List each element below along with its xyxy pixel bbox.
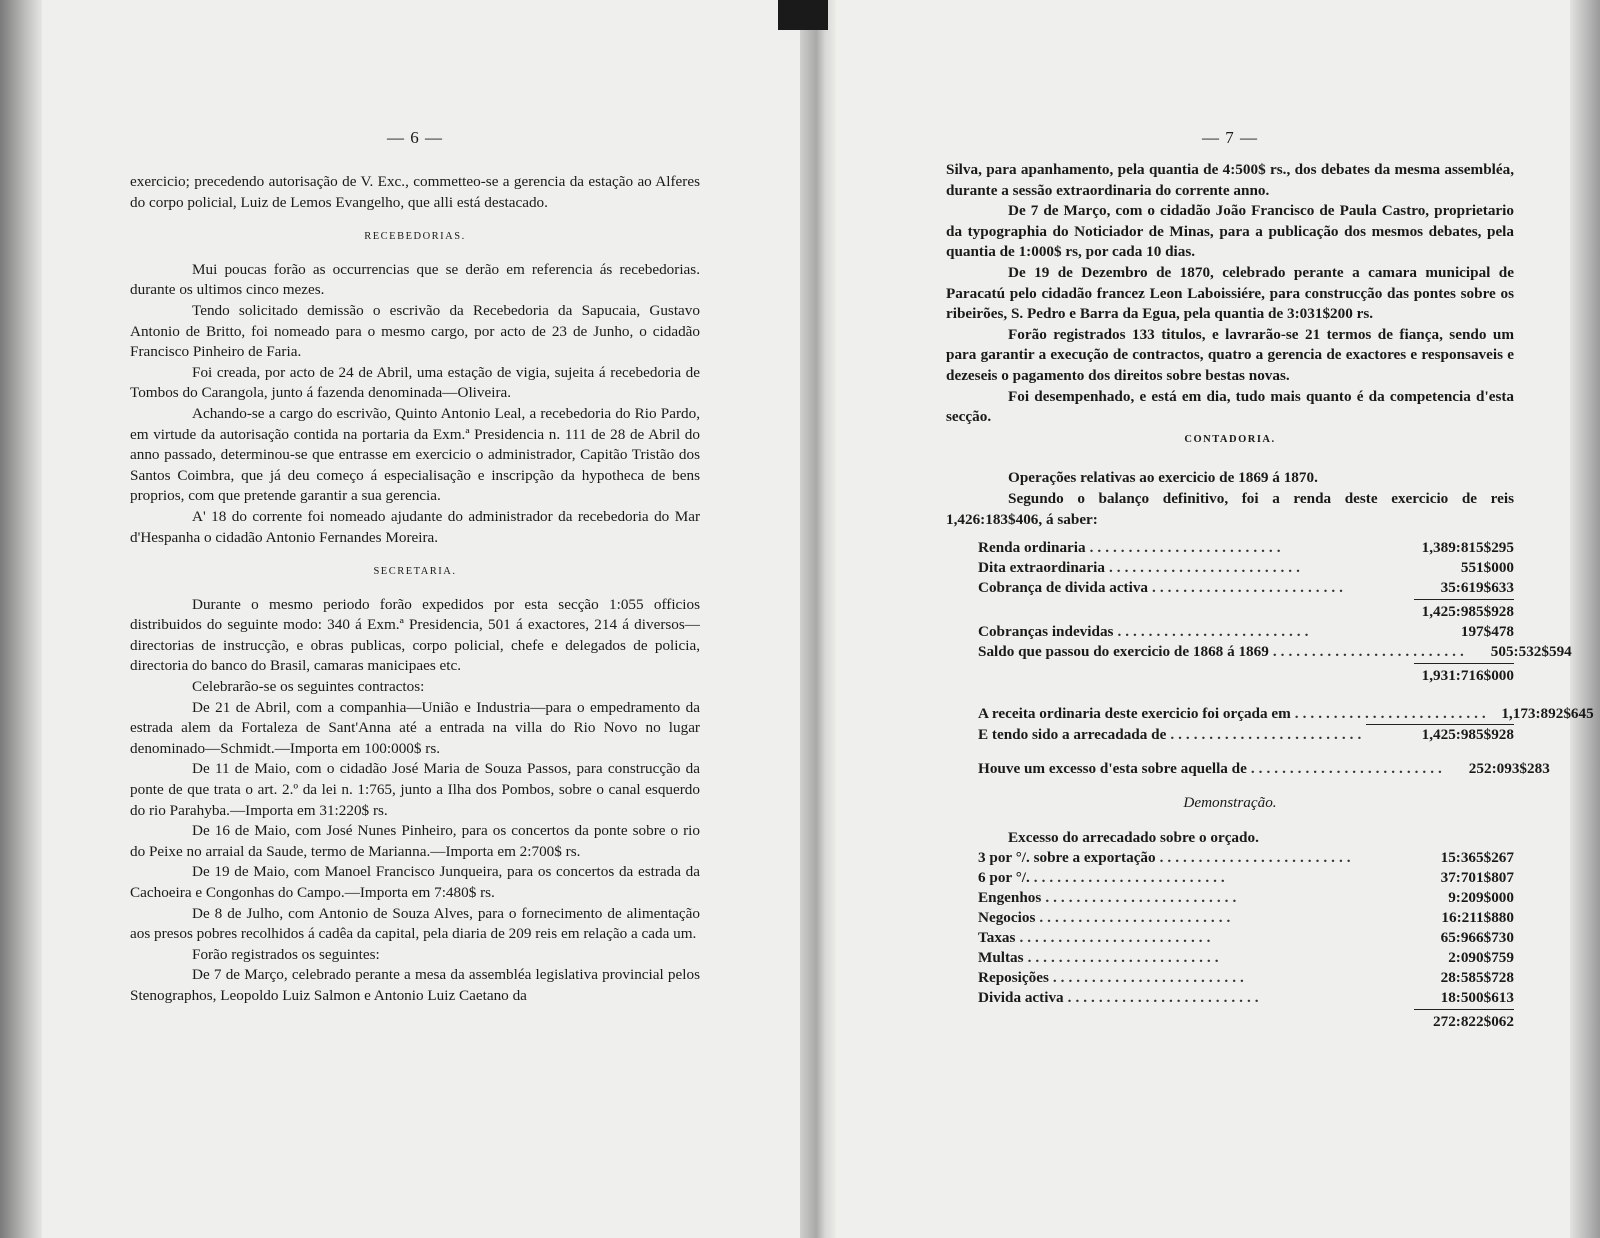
table-orcado (946, 704, 1594, 779)
paragraph: De 7 de Março, com o cidadão João Francisco de Paula Castro, proprietario da typographia do Noticiador de Minas, para a publicação dos mesmos debates, pela quantia de 1:000$ rs, por cada 10 dias. (946, 202, 1514, 261)
paragraph: De 7 de Março, celebrado perante a mesa da assembléa legislativa provincial pelos Stenographos, Leopoldo Luiz Salmon e Antonio Luiz Caetano da (130, 966, 700, 1004)
right-page (946, 0, 1594, 1238)
table-row: Renda ordinaria ......................... 1,389:815$295 (978, 539, 1514, 557)
table-row: Houve um excesso d'esta sobre aquella de ......................... 252:093$283 (978, 760, 1550, 778)
paragraph: De 11 de Maio, com o cidadão José Maria de Souza Passos, para construcção da ponte de que trata o art. 2.º da lei n. 1:765, junto a Ilha dos Pombos, sobre o canal esquerdo do rio Parahyba.—Importa em 31:220$ rs. (130, 760, 700, 819)
table-row: Cobranças indevidas ......................... 197$478 (978, 623, 1514, 641)
paragraph: Durante o mesmo periodo forão expedidos por esta secção 1:055 officios distribuidos do seguinte modo: 340 á Exm.ª Presidencia, 501 á exactores, 214 á diversos—directorias de instrucção, e obras publicas, corpo policial, chefe e delegados de policia, directoria do banco do Brasil, camaras manicipaes etc. (130, 595, 700, 675)
scan-right-edge (1570, 0, 1600, 1238)
table-row: Engenhos ......................... 9:209$000 (978, 889, 1514, 907)
table-row: 3 por °/. sobre a exportação ......................... 15:365$267 (978, 849, 1514, 867)
page-number: — 6 — (387, 128, 443, 147)
table-row: E tendo sido a arrecadada de ......................... 1,425:985$928 (978, 726, 1514, 744)
book-gutter (800, 0, 836, 1238)
demonstration-subtitle: Excesso do arrecadado sobre o orçado. (1008, 828, 1259, 846)
table-row: Negocios ......................... 16:211$880 (978, 909, 1514, 927)
section-heading-recebedorias: RECEBEDORIAS. (364, 231, 466, 243)
paragraph: De 8 de Julho, com Antonio de Souza Alves, para o fornecimento de alimentação aos presos pobres recolhidos á cadêa da capital, pela diaria de 209 reis em relação a cada um. (130, 904, 700, 943)
total: 272:822$062 (946, 1008, 1514, 1032)
paragraph: Foi desempenhado, e está em dia, tudo mais quanto é da competencia d'esta secção. (946, 387, 1514, 426)
paragraph: Foi creada, por acto de 24 de Abril, uma estação de vigia, sujeita á recebedoria de Tombos do Carangola, junto á fazenda denominada—Oliveira. (130, 363, 700, 402)
table-renda (946, 538, 1572, 686)
section-heading-secretaria: SECRETARIA. (373, 566, 457, 578)
page-number: — 7 — (1202, 128, 1258, 147)
table-row: A receita ordinaria deste exercicio foi orçada em ......................... 1,173:892$645 (978, 705, 1594, 723)
paragraph: De 16 de Maio, com José Nunes Pinheiro, para os concertos da ponte sobre o rio do Peixe no arraial da Saude, termo de Marianna.—Importa em 2:700$ rs. (130, 822, 700, 860)
paragraph: Silva, para apanhamento, pela quantia de 4:500$ rs., dos debates da mesma assembléa, durante a sessão extraordinaria do corrente anno. (946, 161, 1514, 199)
paragraph: Segundo o balanço definitivo, foi a renda deste exercicio de reis 1,426:183$406, á saber: (946, 489, 1514, 528)
paragraph: De 19 de Maio, com Manoel Francisco Junqueira, para os concertos da estrada da Cachoeira e Congonhas do Campo.—Importa em 7:480$ rs. (130, 863, 700, 901)
table-row: 6 por °/. ......................... 37:701$807 (978, 869, 1514, 887)
paragraph: Forão registrados 133 titulos, e lavrarão-se 21 termos de fiança, sendo um para garantir a execução de contractos, quatro a gerencia de exactores e responsaveis e dezeseis o pagamento dos direitos sobre bestas novas. (946, 325, 1514, 384)
section-heading-contadoria: CONTADORIA. (1184, 433, 1276, 445)
binding-clip (778, 0, 828, 30)
table-row: Saldo que passou do exercicio de 1868 á 1869 ......................... 505:532$594 (978, 643, 1572, 661)
paragraph: Achando-se a cargo do escrivão, Quinto Antonio Leal, a recebedoria do Rio Pardo, em virtude da autorisação contida na portaria da Exm.ª Presidencia n. 111 de 28 de Abril do anno passado, determinou-se que entrasse em exercicio o administrador, Capitão Tristão dos Santos Coimbra, que já deu começo á especialisação e inscripção da hypotheca de bens proprios, com que pretende garantir a sua gerencia. (130, 404, 700, 505)
paragraph: De 21 de Abril, com a companhia—União e Industria—para o empedramento da estrada alem da Fortaleza de Sant'Anna até a entrada na villa do Rio Novo no lugar denominado—Schmidt.—Importa em 100:000$ rs. (130, 698, 700, 757)
scan-left-edge (0, 0, 42, 1238)
paragraph: Tendo solicitado demissão o escrivão da Recebedoria da Sapucaia, Gustavo Antonio de Britto, foi nomeado para o mesmo cargo, por acto de 23 de Junho, o cidadão Francisco Pinheiro de Faria. (130, 301, 700, 361)
demonstration-title: Demonstração. (1183, 794, 1277, 812)
left-page (130, 0, 700, 1238)
table-row: Multas ......................... 2:090$759 (978, 949, 1514, 967)
paragraph: Forão registrados os seguintes: (192, 945, 380, 963)
total: 1,931:716$000 (946, 662, 1514, 686)
subtotal: 1,425:985$928 (946, 598, 1514, 622)
paragraph: De 19 de Dezembro de 1870, celebrado perante a camara municipal de Paracatú pelo cidadão francez Leon Laboissiére, para construcção das pontes sobre os ribeirões, S. Pedro e Barra da Egua, pela quantia de 3:031$200 rs. (946, 263, 1514, 323)
table-row: Taxas ......................... 65:966$730 (978, 929, 1514, 947)
table-row: Dita extraordinaria ......................... 551$000 (978, 559, 1514, 577)
paragraph: Operações relativas ao exercicio de 1869 á 1870. (1008, 469, 1318, 487)
left-page-text (130, 172, 700, 1007)
table-demonstracao (946, 848, 1514, 1032)
right-page-text (946, 160, 1594, 1032)
paragraph: Celebrarão-se os seguintes contractos: (192, 678, 425, 696)
paragraph: Mui poucas forão as occurrencias que se derão em referencia ás recebedorias. durante os ultimos cinco mezes. (130, 260, 700, 299)
table-row: Cobrança de divida activa ......................... 35:619$633 (978, 579, 1514, 597)
table-row: Reposições ......................... 28:585$728 (978, 969, 1514, 987)
paragraph: exercicio; precedendo autorisação de V. Exc., commetteo-se a gerencia da estação ao Alferes do corpo policial, Luiz de Lemos Evangelho, que alli está destacado. (130, 173, 700, 211)
table-row: Divida activa ......................... 18:500$613 (978, 989, 1514, 1007)
paragraph: A' 18 do corrente foi nomeado ajudante do administrador da recebedoria do Mar d'Hespanha o cidadão Antonio Fernandes Moreira. (130, 507, 700, 546)
